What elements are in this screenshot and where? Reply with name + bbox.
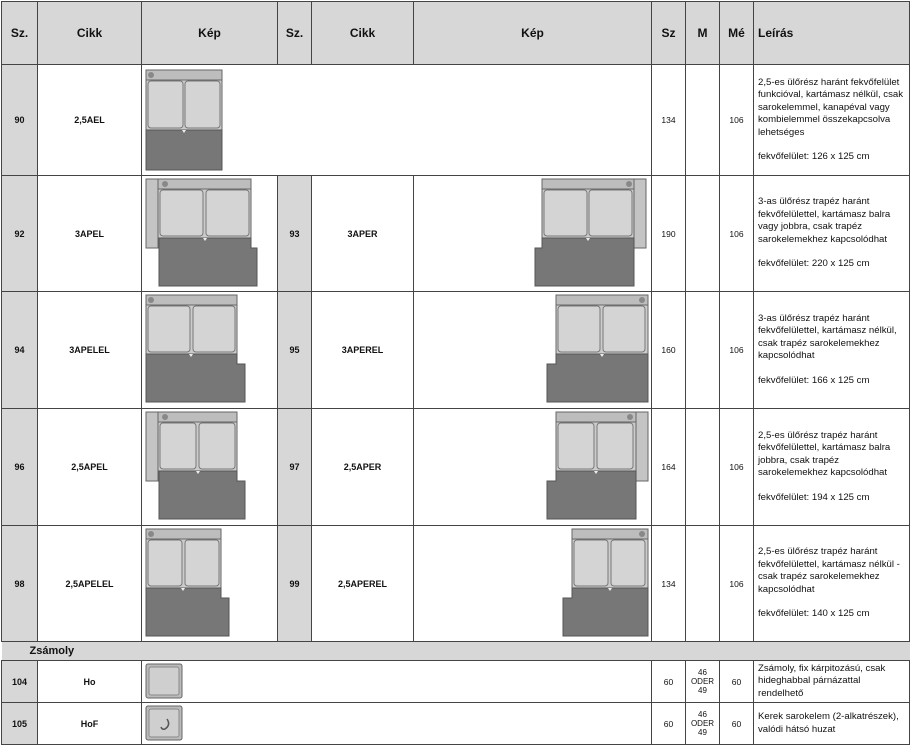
item-number-right: 99 [278,526,312,642]
height-value [686,176,720,292]
item-number: 96 [2,409,38,526]
item-code-right: 3APER [312,176,414,292]
header-depth: Mé [720,2,754,65]
header-cikk-2: Cikk [312,2,414,65]
description-text: 3-as ülőrész trapéz haránt fekvőfelülettel, kartámasz balra vagy jobbra, csak trapéz sarokelemekhez kapcsolódhat [758,196,891,245]
lying-surface-size: fekvőfelület: 220 x 125 cm [758,258,870,270]
depth-value: 106 [720,292,754,409]
sofa-no-arm-left-diagram [145,294,249,406]
sofa-diagram [145,69,225,171]
header-row [2,2,910,65]
height-max: 49 [698,728,707,737]
width-value: 60 [652,661,686,703]
header-height: M [686,2,720,65]
item-number: 98 [2,526,38,642]
header-sz-2: Sz. [278,2,312,65]
item-code: 3APELEL [38,292,142,409]
item-number: 105 [2,703,38,745]
sofa-no-arm-right-diagram [562,528,650,640]
item-number: 90 [2,65,38,176]
table-row [2,526,910,642]
item-description: Kerek sarokelem (2-alkatrészek), valódi hátsó huzat [754,703,910,745]
sofa-right-arm-diagram [546,411,650,523]
item-description [754,409,910,526]
lying-surface-size: fekvőfelület: 126 x 125 cm [758,151,870,162]
item-code: Ho [38,661,142,703]
width-value: 134 [652,65,686,176]
depth-value: 106 [720,176,754,292]
item-image-right [414,526,652,642]
height-or: ODER [690,719,715,728]
sofa-no-arm-right-diagram [546,294,650,406]
section-title: Zsámoly [2,642,910,661]
width-value: 160 [652,292,686,409]
sofa-right-arm-diagram [534,178,648,290]
item-code: 2,5APEL [38,409,142,526]
width-value: 190 [652,176,686,292]
description-text: 2,5-es ülőrész trapéz haránt fekvőfelülettel, kartámasz nélkül - csak trapéz sarokelemekhez kapcsolódhat [758,546,900,595]
header-description: Leírás [754,2,910,65]
item-image-cell [142,661,652,703]
height-max: 49 [698,686,707,695]
item-description [754,292,910,409]
header-kep: Kép [142,2,278,65]
height-min: 46 [698,710,707,719]
lying-surface-size: fekvőfelület: 140 x 125 cm [758,608,870,620]
stool-diagram [145,663,185,701]
sofa-left-arm-diagram [145,411,249,523]
item-image-right [414,292,652,409]
width-value: 134 [652,526,686,642]
item-number-right: 97 [278,409,312,526]
item-description: Zsámoly, fix kárpitozású, csak hideghabbal párnázattal rendelhető [754,661,910,703]
height-value [686,526,720,642]
sofa-left-arm-diagram [145,178,275,290]
depth-value: 106 [720,65,754,176]
item-image-cell [142,703,652,745]
round-corner-diagram [145,705,185,743]
header-cikk: Cikk [38,2,142,65]
width-value: 164 [652,409,686,526]
item-code: 3APEL [38,176,142,292]
item-code-right: 2,5APER [312,409,414,526]
table-row [2,176,910,292]
item-description [754,526,910,642]
section-header [2,642,910,661]
table-row [2,65,910,176]
item-code: 2,5APELEL [38,526,142,642]
item-number: 92 [2,176,38,292]
item-code: HoF [38,703,142,745]
height-value [686,409,720,526]
description-text: 2,5-es ülőrész trapéz haránt fekvőfelülettel, kartámasz balra jobbra, csak trapéz sarokelemekhez kapcsolódhat [758,429,891,479]
height-value [686,703,720,745]
item-image-right [414,409,652,526]
item-description [754,65,910,176]
table-row [2,703,910,745]
depth-value: 106 [720,526,754,642]
header-width: Sz [652,2,686,65]
item-image-left [142,292,278,409]
sofa-no-arm-left-diagram [145,528,231,640]
item-number: 94 [2,292,38,409]
item-image-cell [142,65,652,176]
item-image-left [142,526,278,642]
item-image-left [142,409,278,526]
item-description [754,176,910,292]
item-code-right: 2,5APEREL [312,526,414,642]
height-min: 46 [698,668,707,677]
description-text: 2,5-es ülőrész haránt fekvőfelület funkcióval, kartámasz nélkül, csak sarokelemmel, kanapéval vagy kombielemmel összekapcsolva lehetséges [758,76,904,138]
item-image-right [414,176,652,292]
width-value: 60 [652,703,686,745]
height-value [686,292,720,409]
item-number: 104 [2,661,38,703]
lying-surface-size: fekvőfelület: 166 x 125 cm [758,374,870,386]
table-row [2,409,910,526]
product-table [1,1,910,745]
height-value [686,661,720,703]
item-code-right: 3APEREL [312,292,414,409]
item-image-left [142,176,278,292]
table-row [2,292,910,409]
header-kep-2: Kép [414,2,652,65]
lying-surface-size: fekvőfelület: 194 x 125 cm [758,491,870,503]
height-or: ODER [690,677,715,686]
table-row [2,661,910,703]
item-number-right: 95 [278,292,312,409]
depth-value: 106 [720,409,754,526]
depth-value: 60 [720,661,754,703]
depth-value: 60 [720,703,754,745]
description-text: 3-as ülőrész trapéz haránt fekvőfelülettel, kartámasz nélkül, csak trapéz sarokelemekhez kapcsolódhat [758,312,897,362]
item-number-right: 93 [278,176,312,292]
header-sz: Sz. [2,2,38,65]
item-code: 2,5AEL [38,65,142,176]
height-value [686,65,720,176]
